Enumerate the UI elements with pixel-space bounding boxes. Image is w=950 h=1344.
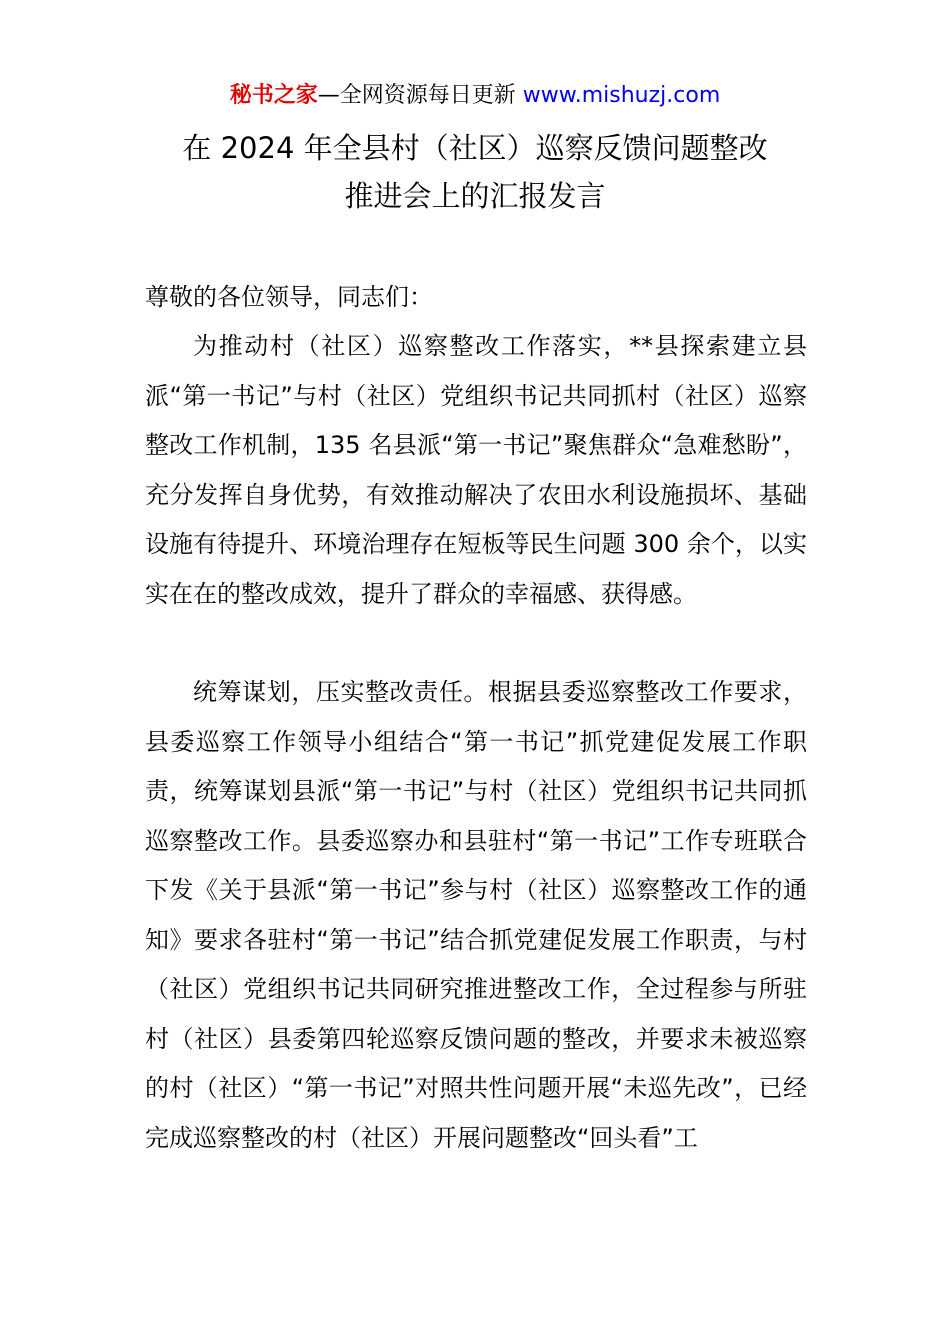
- paragraph-block-2: [145, 668, 807, 1163]
- salutation: 尊敬的各位领导，同志们：: [145, 283, 433, 311]
- site-url-link[interactable]: www.mishuzj.com: [522, 83, 721, 108]
- document-title-line-2: 推进会上的汇报发言: [344, 179, 606, 213]
- paragraph-block-1: [145, 322, 807, 619]
- brand-name: 秘书之家: [229, 83, 318, 108]
- document-title-line-1: 在 2024 年全县村（社区）巡察反馈问题整改: [182, 131, 768, 165]
- header-tagline: —全网资源每日更新: [317, 83, 523, 108]
- site-header: [0, 80, 950, 112]
- body-paragraph: 统筹谋划，压实整改责任。根据县委巡察整改工作要求，县委巡察工作领导小组结合“第一书记”抓党建促发展工作职责，统筹谋划县派“第一书记”与村（社区）党组织书记共同抓巡察整改工作。县委巡察办和县驻村“第一书记”工作专班联合下发《关于县派“第一书记”参与村（社区）巡察整改工作的通知》要求各驻村“第一书记”结合抓党建促发展工作职责，与村（社区）党组织书记共同研究推进整改工作，全过程参与所驻村（社区）县委第四轮巡察反馈问题的整改，并要求未被巡察的村（社区）“第一书记”对照共性问题开展“未巡先改”，已经完成巡察整改的村（社区）开展问题整改“回头看”工: [145, 678, 807, 1152]
- body-paragraph: 为推动村（社区）巡察整改工作落实，**县探索建立县派“第一书记”与村（社区）党组织书记共同抓村（社区）巡察整改工作机制，135 名县派“第一书记”聚焦群众“急难愁盼”，充分发挥自身优势，有效推动解决了农田水利设施损坏、基础设施有待提升、环境治理存在短板等民生问题 300 余个，以实实在在的整改成效，提升了群众的幸福感、获得感。: [145, 332, 807, 608]
